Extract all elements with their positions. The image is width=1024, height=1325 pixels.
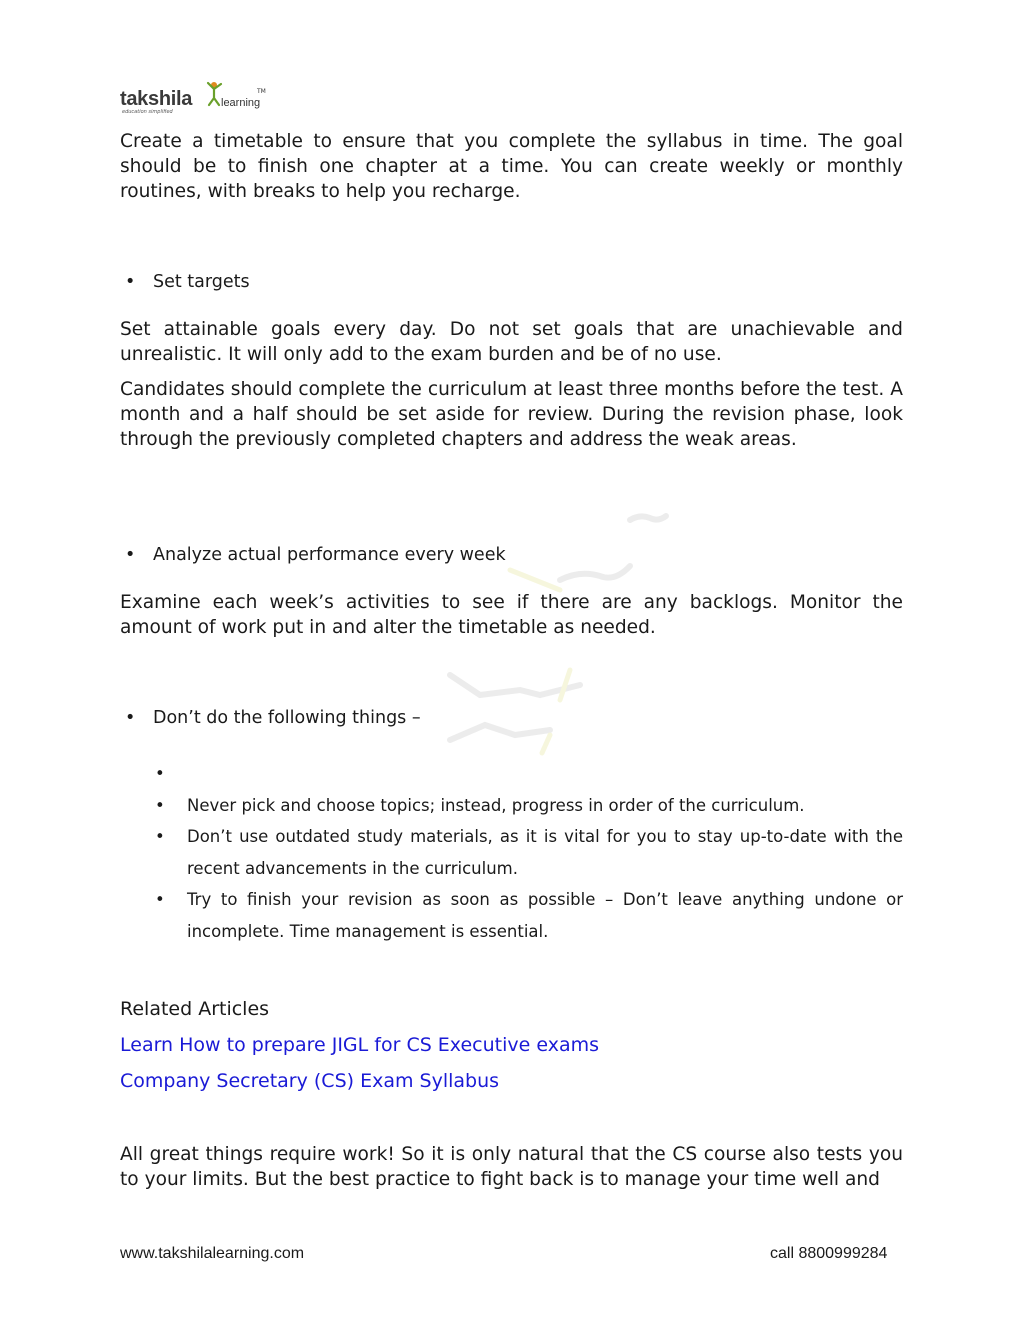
logo-suffix-text: learning [221,97,261,109]
list-item-text: Try to finish your revision as soon as possible – Don’t leave anything undone or incomplete. Time management is essential. [187,890,903,941]
list-item [155,884,903,947]
section-heading-dont [125,706,421,730]
list-item-text: Don’t use outdated study materials, as it is vital for you to stay up-to-date with the recent advancements in the curriculum. [187,827,903,878]
footer-phone: call 8800999284 [770,1245,888,1262]
logo-trademark: TM [257,88,266,95]
footer-website[interactable]: www.takshilalearning.com [120,1245,305,1262]
logo-brand-text: takshila [120,88,193,110]
intro-paragraph: Create a timetable to ensure that you complete the syllabus in time. The goal should be to finish one chapter at a time. You can create weekly or monthly routines, with breaks to help you recharge. [120,131,903,202]
bullet-icon: • [155,795,165,815]
related-articles-heading: Related Articles [120,998,270,1020]
related-link-jigl[interactable]: Learn How to prepare JIGL for CS Executive exams [120,1034,599,1056]
section-heading-targets [125,270,250,294]
list-item [155,758,903,790]
related-link-syllabus[interactable]: Company Secretary (CS) Exam Syllabus [120,1070,500,1092]
bullet-icon: • [155,890,165,909]
bullet-icon: • [155,827,165,846]
analyze-paragraph: Examine each week’s activities to see if there are any backlogs. Monitor the amount of work put in and alter the timetable as needed. [120,592,903,638]
section-heading-text: Don’t do the following things – [153,708,421,728]
bullet-icon: • [125,708,136,728]
section-heading-analyze [125,543,506,567]
list-item [155,821,903,884]
bullet-icon: • [125,545,136,565]
takshila-logo [120,80,270,120]
bullet-icon: • [155,764,165,783]
closing-paragraph: All great things require work! So it is only natural that the CS course also tests you to your limits. But the best practice to fight back is to manage your time well and [120,1144,903,1190]
targets-paragraph-1: Set attainable goals every day. Do not set goals that are unachievable and unrealistic. It will only add to the exam burden and be of no use. [120,319,903,365]
section-heading-text: Set targets [153,272,250,292]
list-item-text: Never pick and choose topics; instead, progress in order of the curriculum. [187,795,805,815]
section-heading-text: Analyze actual performance every week [153,545,506,565]
targets-paragraph-2: Candidates should complete the curriculum at least three months before the test. A month and a half should be set aside for review. During the revision phase, look through the previously completed chapters and address the weak areas. [120,379,903,450]
logo-tagline: education simplified [122,109,173,115]
dont-list [155,758,903,947]
bullet-icon: • [125,272,136,292]
list-item [155,790,903,822]
